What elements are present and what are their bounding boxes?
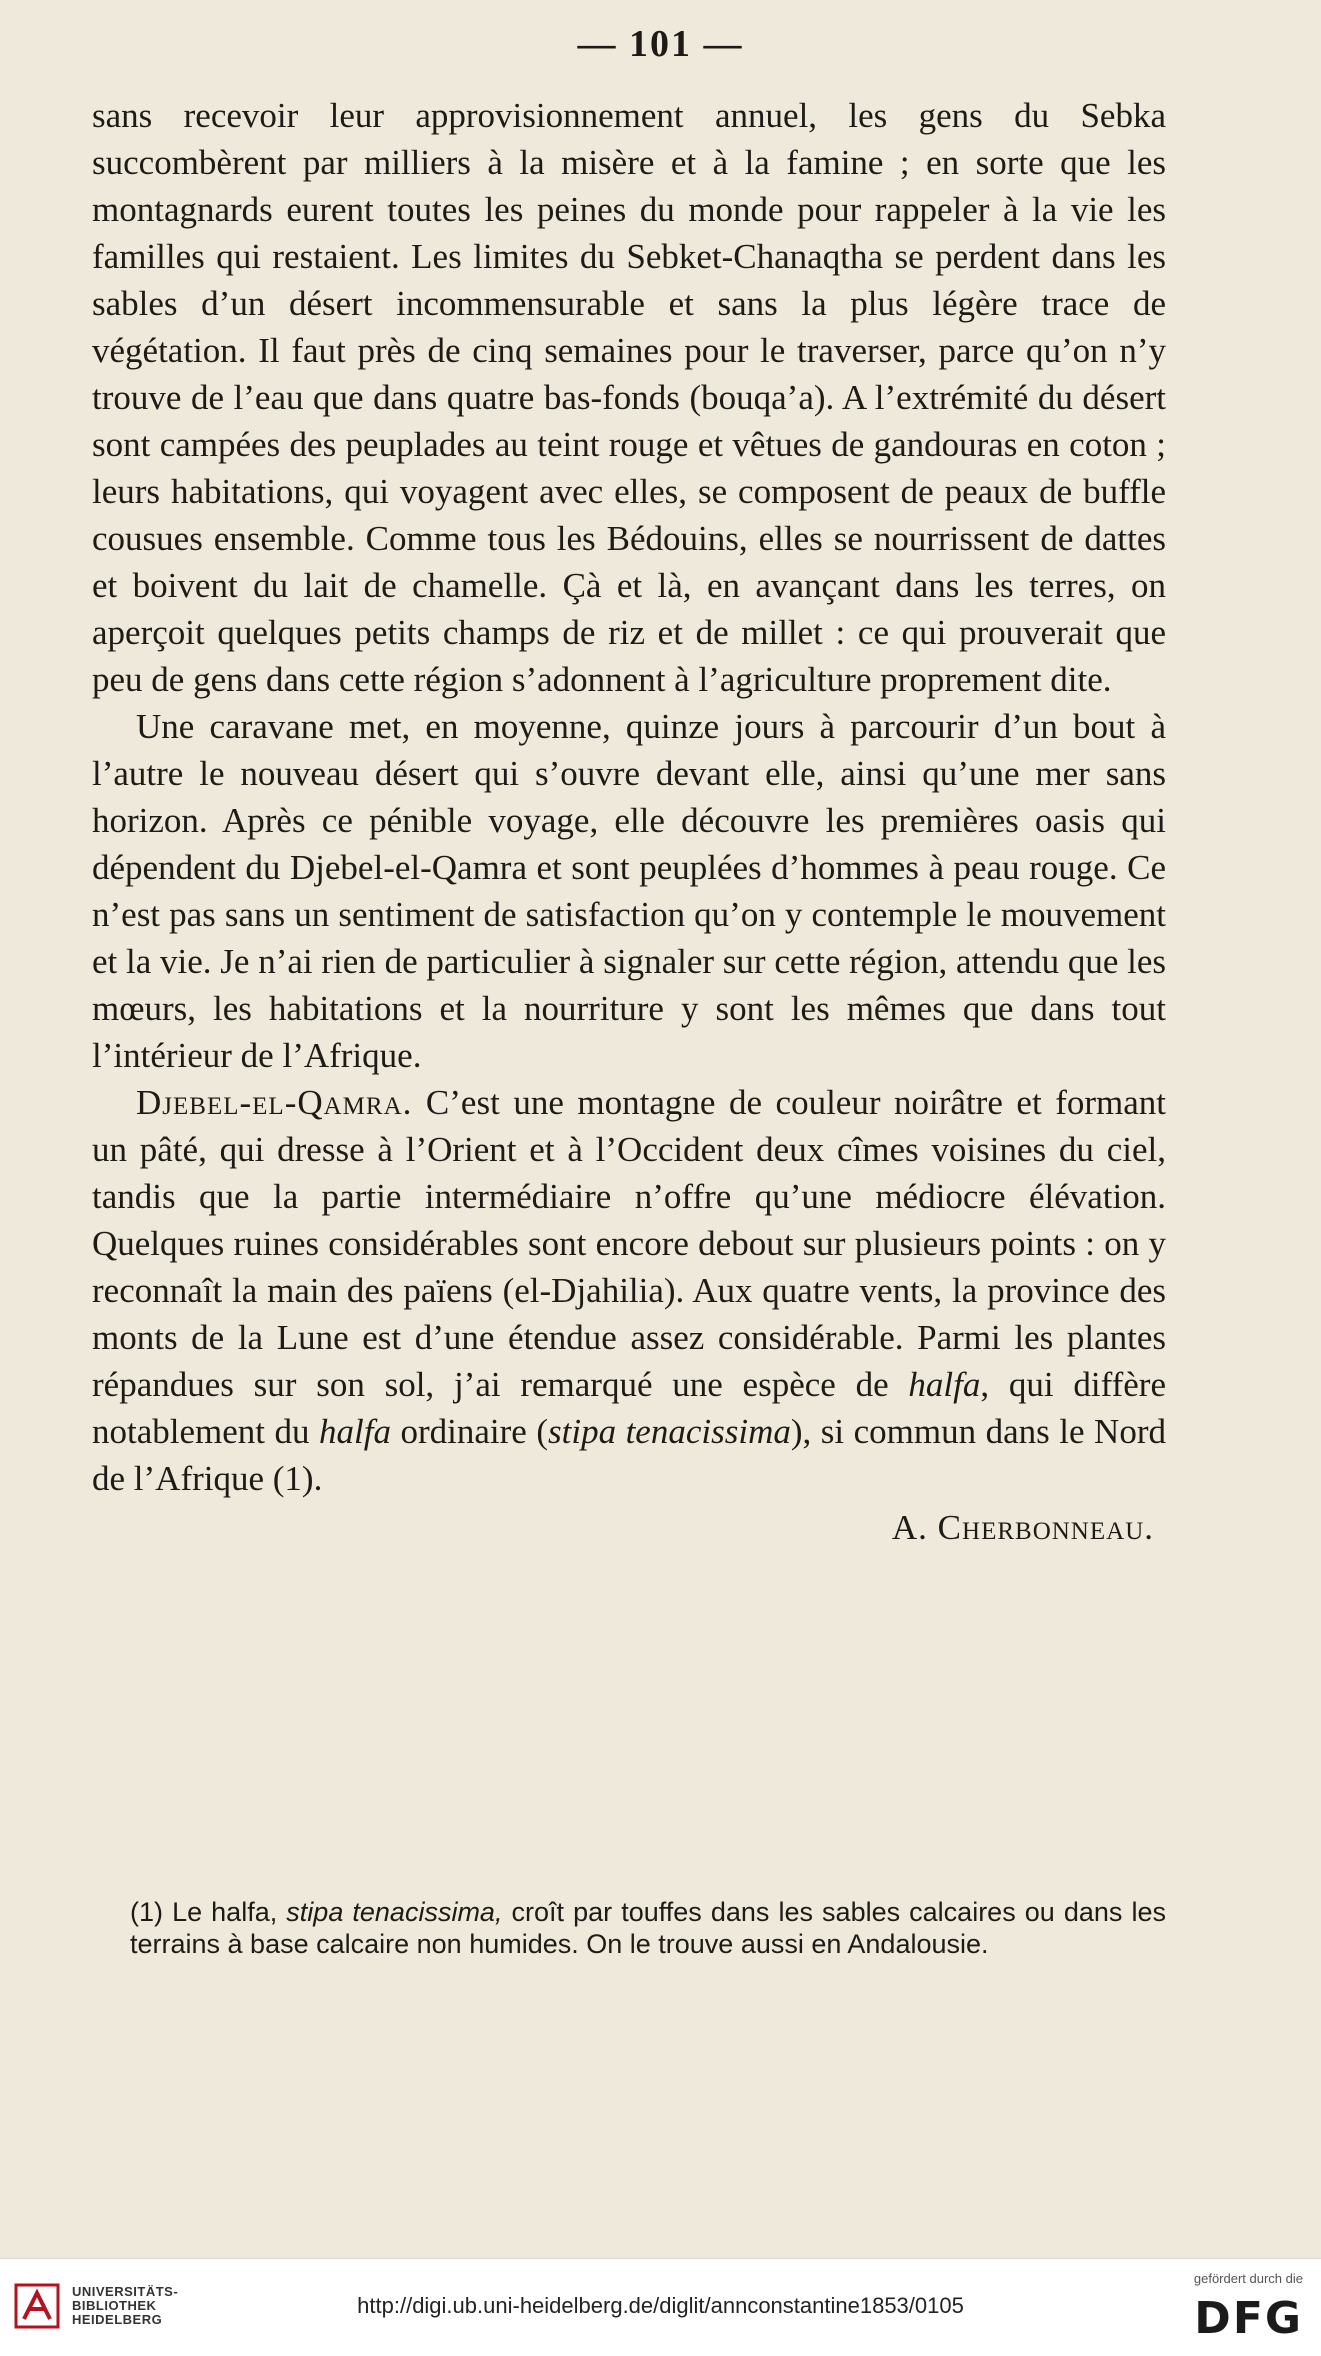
term-halfa-2: halfa bbox=[319, 1412, 391, 1451]
footnote-text-b: croît par touffes dans les sables calcaires ou dans les terrains à base calcaire non humides. On le trouve aussi en Andalousie. bbox=[130, 1897, 1167, 1959]
viewer-footer bbox=[0, 2258, 1321, 2356]
library-name-line-3: HEIDELBERG bbox=[72, 2312, 163, 2327]
term-stipa-tenacissima: stipa tenacissima bbox=[548, 1412, 791, 1451]
footnote-italic-term: stipa tenacissima, bbox=[286, 1897, 503, 1927]
paragraph-3-part-a: C’est une montagne de couleur noirâtre et formant un pâté, qui dresse à l’Orient et à l’Occident deux cîmes voisines du ciel, tandis que la partie intermédiaire n’offre qu’une médiocre élévation. Quelques ruines considérables sont encore debout sur plusieurs points : on y reconnaît la main des païens (el-Djahilia). Aux quatre vents, la province des monts de la Lune est d’une étendue assez considérable. Parmi les plantes répandues sur son sol, j’ai remarqué une espèce de bbox=[92, 1083, 1166, 1404]
body-text bbox=[92, 92, 1166, 1551]
footnote-text-a: Le halfa, bbox=[163, 1897, 287, 1927]
page-number: — 101 — bbox=[577, 23, 744, 65]
paragraph-1: sans recevoir leur approvisionnement annuel, les gens du Sebka succombèrent par milliers à la misère et à la famine ; en sorte que les montagnards eurent toutes les peines du monde pour rappeler à la vie les familles qui restaient. Les limites du Sebket-Chanaqtha se perdent dans les sables d’un désert incommensurable et sans la plus légère trace de végétation. Il faut près de cinq semaines pour le traverser, parce qu’on n’y trouve de l’eau que dans quatre bas-fonds (bouqa’a). A l’extrémité du désert sont campées des peuplades au teint rouge et vêtues de gandouras en coton ; leurs habitations, qui voyagent avec elles, se composent de peaux de buffle cousues ensemble. Comme tous les Bédouins, elles se nourrissent de dattes et boivent du lait de chamelle. Çà et là, en avançant dans les terres, on aperçoit quelques petits champs de riz et de millet : ce qui prouverait que peu de gens dans cette région s’adonnent à l’agriculture proprement dite. bbox=[92, 96, 1166, 699]
footnote bbox=[92, 1896, 1166, 1960]
paragraph-3-part-d: ), si commun dans le Nord de l’Afrique (1). bbox=[92, 1412, 1166, 1498]
footnote-marker: (1) bbox=[130, 1897, 163, 1927]
permalink-url[interactable]: http://digi.ub.uni-heidelberg.de/diglit/annconstantine1853/0105 bbox=[357, 2293, 964, 2318]
paragraph-2: Une caravane met, en moyenne, quinze jours à parcourir d’un bout à l’autre le nouveau désert qui s’ouvre devant elle, ainsi qu’une mer sans horizon. Après ce pénible voyage, elle découvre les premières oasis qui dépendent du Djebel-el-Qamra et sont peuplées d’hommes à peau rouge. Ce n’est pas sans un sentiment de satisfaction qu’on y contemple le mouvement et la vie. Je n’ai rien de particulier à signaler sur cette région, attendu que les mœurs, les habitations et la nourriture y sont les mêmes que dans tout l’intérieur de l’Afrique. bbox=[92, 707, 1166, 1075]
paragraph-3 bbox=[92, 1079, 1166, 1502]
library-name-line-2: BIBLIOTHEK bbox=[72, 2298, 157, 2313]
term-halfa-1: halfa bbox=[908, 1365, 981, 1404]
footnote-body bbox=[92, 1896, 1166, 1960]
section-heading-djebel-el-qamra: Djebel-el-Qamra. bbox=[136, 1083, 413, 1122]
funded-by-label: gefördert durch die bbox=[1193, 2271, 1303, 2286]
paragraph-3-part-b: , qui diffère notablement du bbox=[92, 1365, 1166, 1451]
library-name-line-1: UNIVERSITÄTS- bbox=[72, 2284, 179, 2299]
dfg-logo: DFG bbox=[1194, 2293, 1303, 2344]
paragraph-3-part-c: ordinaire ( bbox=[390, 1412, 548, 1451]
author-signature: A. Cherbonneau. bbox=[891, 1508, 1154, 1547]
